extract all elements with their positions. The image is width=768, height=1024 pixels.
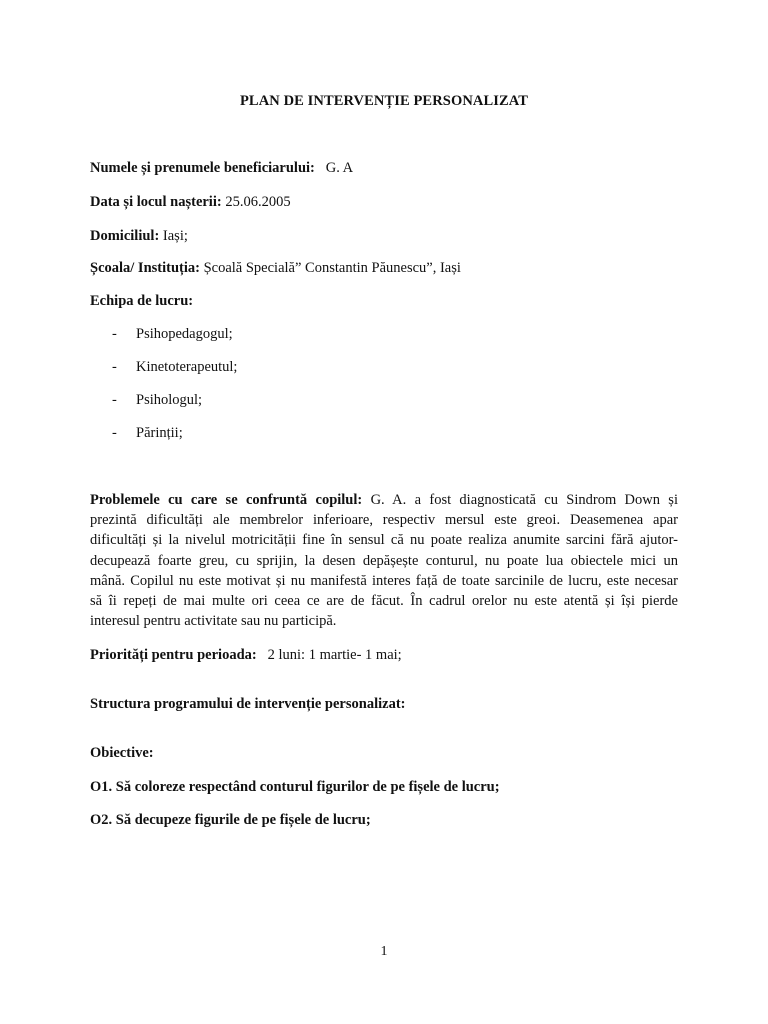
beneficiary-name-label: Numele și prenumele beneficiarului: <box>90 160 315 176</box>
home-label: Domiciliul: <box>90 228 160 244</box>
bullet-dash: - <box>112 392 117 408</box>
school-label: Școala/ Instituția: <box>90 260 200 276</box>
beneficiary-name-line <box>90 160 353 177</box>
beneficiary-name-value: G. A <box>325 160 354 176</box>
document-title: PLAN DE INTERVENȚIE PERSONALIZAT <box>239 93 529 109</box>
home-value: Iași; <box>162 228 188 244</box>
paragraph-line: Problemele cu care se confruntă copilul: G. A. a fost diagnosticată cu Sindrom Down și <box>90 492 678 508</box>
paragraph-line: interesul pentru activitate sau nu participă. <box>90 613 337 630</box>
objective-2: O2. Să decupeze figurile de pe fișele de lucru; <box>90 812 371 828</box>
list-item: - Psihopedagogul; <box>112 326 233 342</box>
birth-value: 25.06.2005 <box>225 194 291 210</box>
problems-paragraph <box>90 490 678 631</box>
home-line <box>90 228 188 245</box>
paragraph-line: decupează foarte greu, cu sprijin, la desen depășește conturul, nu poate lua obiectele mici un <box>90 552 678 569</box>
structure-heading: Structura programului de intervenție personalizat: <box>90 696 406 712</box>
birth-label: Data și locul nașterii: <box>90 194 222 210</box>
bullet-dash: - <box>112 326 117 342</box>
priorities-label: Priorități pentru perioada: <box>90 647 257 663</box>
page-number: 1 <box>380 944 388 959</box>
bullet-dash: - <box>112 359 117 375</box>
problems-label: Problemele cu care se confruntă copilul: <box>90 492 363 508</box>
list-item: - Părinții; <box>112 425 183 441</box>
birth-line <box>90 194 291 211</box>
school-line <box>90 260 461 277</box>
paragraph-line: prezintă dificultăți ale membrelor inferioare, respectiv mersul este greoi. Deasemenea apar <box>90 512 678 529</box>
priorities-value: 2 luni: 1 martie- 1 mai; <box>267 647 402 663</box>
objective-1: O1. Să coloreze respectând conturul figurilor de pe fișele de lucru; <box>90 779 500 795</box>
priorities-line <box>90 647 402 664</box>
team-label: Echipa de lucru: <box>90 293 194 309</box>
bullet-dash: - <box>112 425 117 441</box>
paragraph-line: mână. Copilul nu este motivat și nu manifestă interes față de toate sarcinile de lucru, este necesar <box>90 572 678 589</box>
objectives-heading: Obiective: <box>90 745 154 761</box>
paragraph-line: dificultăți și la nivelul motricității fine în sensul că nu poate realiza anumite sarcini fără ajutor- <box>90 532 678 549</box>
team-heading <box>90 293 193 310</box>
list-item: - Kinetoterapeutul; <box>112 359 238 375</box>
paragraph-line: să îi repeți de mai multe ori ceea ce are de făcut. În cadrul orelor nu este atentă și își pierde <box>90 592 678 609</box>
school-value: Școală Specială” Constantin Păunescu”, Iași <box>203 260 461 276</box>
list-item: - Psihologul; <box>112 392 203 408</box>
